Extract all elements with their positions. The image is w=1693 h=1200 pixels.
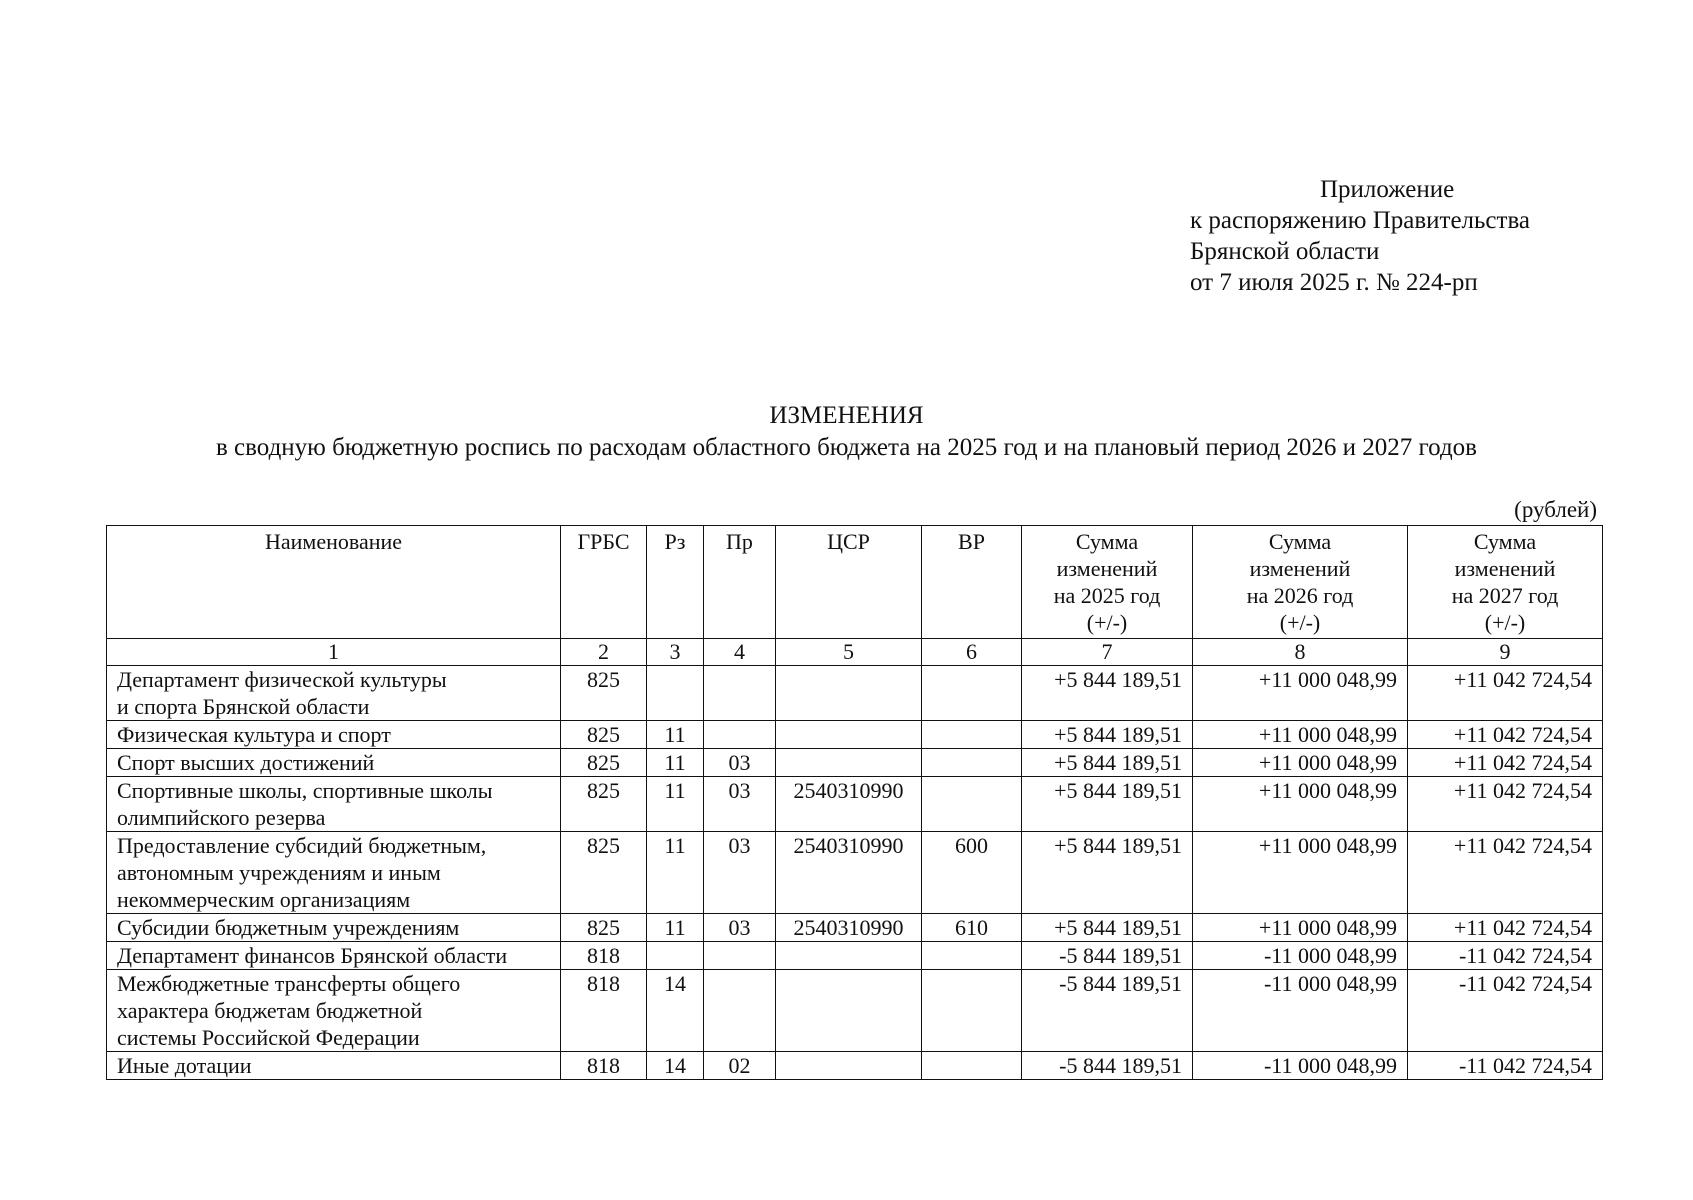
- cell-amount-y2026: +11 000 048,99: [1193, 721, 1408, 749]
- cell-amount-y2026: +11 000 048,99: [1193, 914, 1408, 942]
- cell-name: [107, 721, 561, 749]
- column-header-text: (+/-): [1484, 610, 1526, 635]
- cell-csr: 2540310990: [776, 832, 922, 914]
- cell-pr: [704, 721, 776, 749]
- cell-pr: 02: [704, 1052, 776, 1080]
- cell-name-line: Физическая культура и спорт: [117, 722, 391, 747]
- column-header-text: Сумма: [1473, 529, 1537, 554]
- column-header-text: ЦСР: [827, 529, 870, 554]
- cell-name: [107, 832, 561, 914]
- cell-amount-y2027: +11 042 724,54: [1408, 666, 1603, 721]
- document-subtitle: в сводную бюджетную роспись по расходам областного бюджета на 2025 год и на плановый период 2026 и 2027 годов: [216, 434, 1477, 461]
- cell-name-line: Субсидии бюджетным учреждениям: [117, 915, 460, 940]
- column-header-name: [107, 526, 561, 639]
- cell-vr: [922, 749, 1022, 777]
- cell-grbs: 825: [561, 721, 647, 749]
- column-header-rz: [647, 526, 704, 639]
- appendix-line-date-number: от 7 июля 2025 г. № 224-рп: [1190, 269, 1478, 296]
- cell-name: [107, 914, 561, 942]
- column-number-csr: 5: [776, 639, 922, 666]
- column-header-text: на 2026 год: [1246, 583, 1354, 608]
- column-header-text: на 2027 год: [1451, 583, 1559, 608]
- column-header-text: Рз: [664, 529, 686, 554]
- cell-amount-y2025: +5 844 189,51: [1022, 777, 1193, 832]
- cell-amount-y2027: +11 042 724,54: [1408, 914, 1603, 942]
- cell-amount-y2027: -11 042 724,54: [1408, 1052, 1603, 1080]
- column-number-grbs: 2: [561, 639, 647, 666]
- cell-csr: 2540310990: [776, 914, 922, 942]
- cell-amount-y2025: -5 844 189,51: [1022, 970, 1193, 1052]
- cell-amount-y2027: -11 042 724,54: [1408, 942, 1603, 970]
- cell-rz: 14: [647, 970, 704, 1052]
- cell-name: [107, 777, 561, 832]
- column-header-text: Сумма: [1268, 529, 1332, 554]
- cell-amount-y2025: +5 844 189,51: [1022, 914, 1193, 942]
- appendix-block: [1190, 174, 1530, 298]
- cell-name-line: Департамент финансов Брянской области: [117, 943, 508, 968]
- cell-pr: [704, 970, 776, 1052]
- cell-rz: 11: [647, 721, 704, 749]
- cell-amount-y2025: +5 844 189,51: [1022, 721, 1193, 749]
- cell-csr: [776, 666, 922, 721]
- cell-name-line: характера бюджетам бюджетной: [117, 998, 423, 1023]
- cell-vr: [922, 970, 1022, 1052]
- column-header-vr: [922, 526, 1022, 639]
- cell-amount-y2026: +11 000 048,99: [1193, 749, 1408, 777]
- cell-rz: [647, 666, 704, 721]
- cell-amount-y2027: -11 042 724,54: [1408, 970, 1603, 1052]
- cell-name-line: некоммерческим организациям: [117, 887, 411, 912]
- cell-name: [107, 1052, 561, 1080]
- cell-name-line: Департамент физической культуры: [117, 667, 447, 692]
- cell-name-line: Спорт высших достижений: [117, 750, 375, 775]
- column-header-text: (+/-): [1086, 610, 1128, 635]
- cell-amount-y2026: -11 000 048,99: [1193, 942, 1408, 970]
- appendix-title: Приложение: [1320, 176, 1455, 203]
- cell-amount-y2026: +11 000 048,99: [1193, 777, 1408, 832]
- cell-vr: [922, 666, 1022, 721]
- cell-csr: [776, 721, 922, 749]
- table-row: [107, 942, 1603, 970]
- table-body: [107, 666, 1603, 1080]
- cell-pr: 03: [704, 832, 776, 914]
- cell-grbs: 825: [561, 666, 647, 721]
- column-header-y2025: [1022, 526, 1193, 639]
- column-header-text: изменений: [1454, 556, 1556, 581]
- cell-amount-y2026: +11 000 048,99: [1193, 832, 1408, 914]
- cell-csr: [776, 942, 922, 970]
- table-row: [107, 1052, 1603, 1080]
- table-header-row: [107, 526, 1603, 639]
- column-header-text: изменений: [1249, 556, 1351, 581]
- column-number-rz: 3: [647, 639, 704, 666]
- cell-csr: 2540310990: [776, 777, 922, 832]
- cell-grbs: 818: [561, 942, 647, 970]
- cell-name: [107, 942, 561, 970]
- cell-name: [107, 970, 561, 1052]
- cell-amount-y2026: +11 000 048,99: [1193, 666, 1408, 721]
- cell-grbs: 818: [561, 1052, 647, 1080]
- cell-rz: 11: [647, 749, 704, 777]
- cell-amount-y2025: +5 844 189,51: [1022, 749, 1193, 777]
- cell-csr: [776, 749, 922, 777]
- column-header-pr: [704, 526, 776, 639]
- cell-amount-y2025: -5 844 189,51: [1022, 1052, 1193, 1080]
- table-row: [107, 914, 1603, 942]
- table-row: [107, 970, 1603, 1052]
- budget-changes-table: [106, 525, 1603, 1080]
- cell-amount-y2026: -11 000 048,99: [1193, 970, 1408, 1052]
- cell-name-line: Межбюджетные трансферты общего: [117, 971, 461, 996]
- cell-name-line: Предоставление субсидий бюджетным,: [117, 833, 487, 858]
- column-number-y2025: 7: [1022, 639, 1193, 666]
- cell-pr: 03: [704, 749, 776, 777]
- cell-name: [107, 666, 561, 721]
- cell-rz: 11: [647, 914, 704, 942]
- cell-amount-y2026: -11 000 048,99: [1193, 1052, 1408, 1080]
- cell-vr: [922, 721, 1022, 749]
- cell-csr: [776, 1052, 922, 1080]
- cell-pr: 03: [704, 914, 776, 942]
- cell-amount-y2025: +5 844 189,51: [1022, 832, 1193, 914]
- document-title: ИЗМЕНЕНИЯ: [769, 402, 924, 429]
- table-row: [107, 832, 1603, 914]
- column-header-text: Наименование: [264, 529, 403, 554]
- cell-amount-y2027: +11 042 724,54: [1408, 749, 1603, 777]
- cell-grbs: 825: [561, 914, 647, 942]
- cell-amount-y2027: +11 042 724,54: [1408, 832, 1603, 914]
- column-number-y2027: 9: [1408, 639, 1603, 666]
- cell-rz: 11: [647, 832, 704, 914]
- column-number-name: 1: [107, 639, 561, 666]
- column-number-row: [107, 639, 1603, 666]
- column-header-text: ВР: [958, 529, 985, 554]
- column-header-text: Сумма: [1075, 529, 1139, 554]
- cell-name-line: системы Российской Федерации: [117, 1025, 420, 1050]
- cell-vr: [922, 777, 1022, 832]
- column-number-pr: 4: [704, 639, 776, 666]
- cell-name-line: и спорта Брянской области: [117, 694, 370, 719]
- appendix-line-order: к распоряжению Правительства: [1190, 207, 1531, 234]
- cell-name-line: автономным учреждениям и иным: [117, 860, 441, 885]
- cell-amount-y2027: +11 042 724,54: [1408, 721, 1603, 749]
- table-row: [107, 777, 1603, 832]
- column-header-text: изменений: [1056, 556, 1158, 581]
- column-header-text: Пр: [726, 529, 753, 554]
- cell-grbs: 818: [561, 970, 647, 1052]
- column-number-vr: 6: [922, 639, 1022, 666]
- cell-vr: 600: [922, 832, 1022, 914]
- cell-pr: [704, 666, 776, 721]
- currency-unit: (рублей): [1514, 497, 1597, 522]
- cell-amount-y2025: -5 844 189,51: [1022, 942, 1193, 970]
- column-header-csr: [776, 526, 922, 639]
- cell-grbs: 825: [561, 777, 647, 832]
- column-header-y2026: [1193, 526, 1408, 639]
- cell-name-line: олимпийского резерва: [117, 805, 326, 830]
- column-header-text: ГРБС: [577, 529, 630, 554]
- table-row: [107, 666, 1603, 721]
- column-number-y2026: 8: [1193, 639, 1408, 666]
- cell-vr: 610: [922, 914, 1022, 942]
- table-row: [107, 749, 1603, 777]
- column-header-y2027: [1408, 526, 1603, 639]
- column-header-text: (+/-): [1279, 610, 1321, 635]
- cell-grbs: 825: [561, 832, 647, 914]
- cell-rz: [647, 942, 704, 970]
- cell-name-line: Иные дотации: [117, 1053, 252, 1078]
- cell-pr: 03: [704, 777, 776, 832]
- cell-name: [107, 749, 561, 777]
- table-row: [107, 721, 1603, 749]
- cell-vr: [922, 942, 1022, 970]
- column-header-grbs: [561, 526, 647, 639]
- cell-vr: [922, 1052, 1022, 1080]
- appendix-line-region: Брянской области: [1190, 238, 1380, 265]
- column-header-text: на 2025 год: [1053, 583, 1161, 608]
- cell-rz: 14: [647, 1052, 704, 1080]
- cell-rz: 11: [647, 777, 704, 832]
- cell-name-line: Спортивные школы, спортивные школы: [117, 778, 493, 803]
- cell-amount-y2027: +11 042 724,54: [1408, 777, 1603, 832]
- cell-pr: [704, 942, 776, 970]
- cell-csr: [776, 970, 922, 1052]
- cell-grbs: 825: [561, 749, 647, 777]
- cell-amount-y2025: +5 844 189,51: [1022, 666, 1193, 721]
